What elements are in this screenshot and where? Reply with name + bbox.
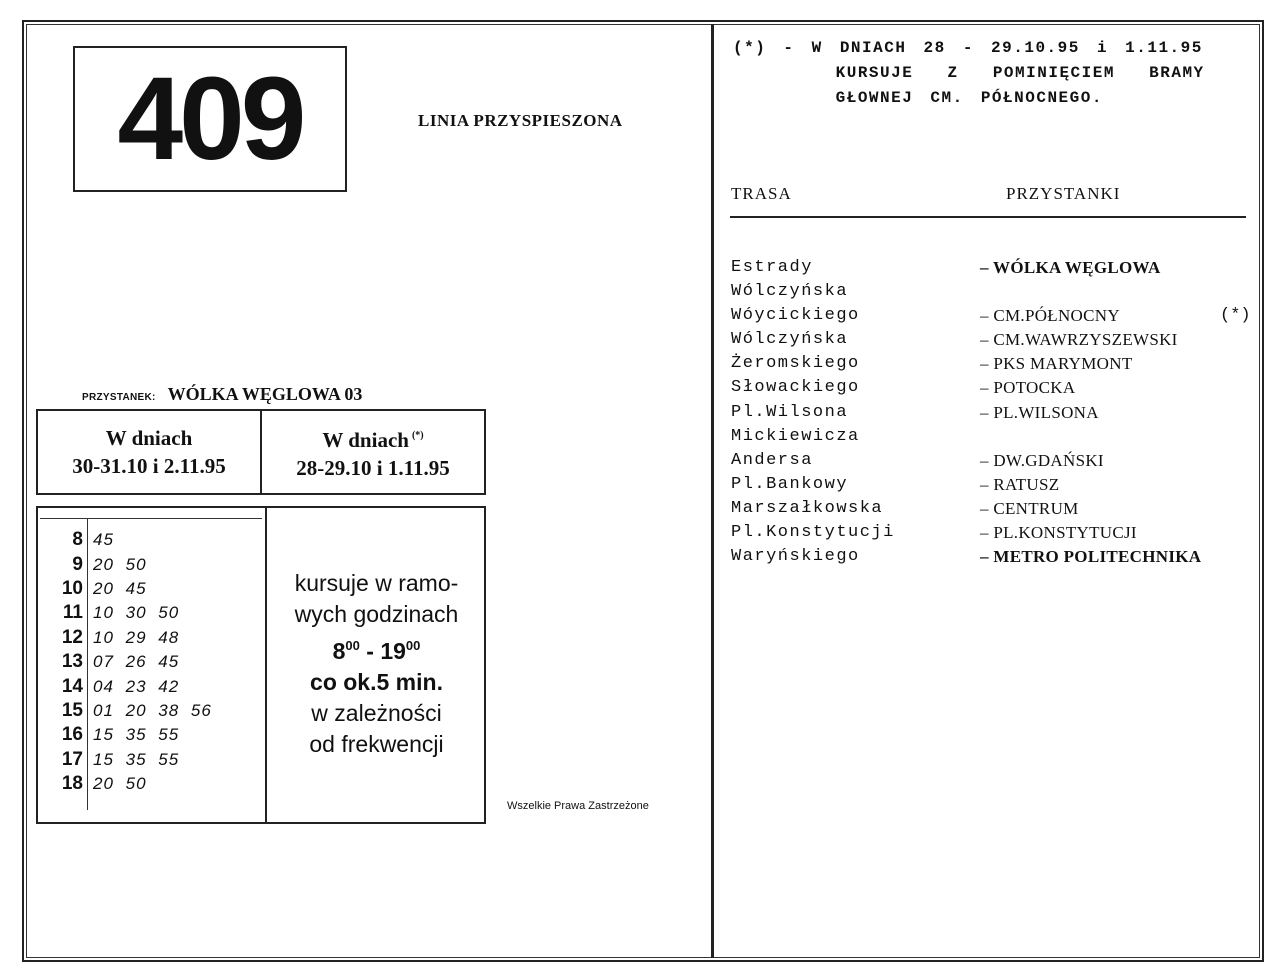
hours-to-sup: 00 [405,638,421,653]
timetable-row [38,650,263,674]
route-stop: – DW.GDAŃSKI [980,450,1104,470]
route-stop: – CENTRUM [980,498,1079,518]
center-divider [711,24,714,958]
route-street: Waryńskiego [731,547,860,567]
header-special-title-wrap [322,422,423,454]
departure-hour: 15 [61,699,83,721]
route-street: Andersa [731,450,813,470]
departure-minutes: 20 50 [93,774,147,794]
route-street: Żeromskiego [731,354,860,374]
departure-minutes: 20 50 [93,554,147,574]
route-column-header: TRASA [731,184,792,203]
route-footnote-mark: (*) [1220,306,1251,326]
timetable-row [38,577,263,601]
route-street: Wólczyńska [731,330,849,350]
line-type: LINIA PRZYSPIESZONA [418,111,623,130]
departure-list [38,528,263,796]
stop-label: PRZYSTANEK: [82,392,156,403]
route-row [730,523,1260,547]
route-row [730,306,1260,330]
timetable-box [36,506,486,824]
route-street: Pl.Wilsona [731,402,849,422]
note-line-4: co ok.5 min. [310,669,443,695]
departure-hour: 17 [61,748,83,770]
note-line-2: wych godzinach [294,601,459,627]
departure-minutes: 07 26 45 [93,652,180,672]
route-row [730,378,1260,402]
footnote-line-2: KURSUJE Z POMINIĘCIEM BRAMY [733,64,1205,82]
route-stop: – WÓLKA WĘGLOWA [980,258,1161,277]
departure-hour: 8 [72,529,83,551]
note-hours [267,630,486,667]
timetable-row [38,772,263,796]
note-line-6: od frekwencji [309,731,444,757]
footnote-line-3: GŁOWNEJ CM. PÓŁNOCNEGO. [733,89,1103,107]
header-regular-days [38,411,260,493]
hours-from-sup: 00 [345,638,360,653]
route-row [730,330,1260,354]
timetable-row [38,552,263,576]
line-number-box [73,46,347,192]
departure-minutes: 20 45 [93,578,147,598]
header-special-days [260,411,484,493]
departure-minutes: 10 29 48 [93,627,180,647]
frequency-note [267,568,486,760]
departure-hour: 18 [61,773,83,795]
route-stop: – CM.WAWRZYSZEWSKI [980,330,1178,350]
route-stop: – CM.PÓŁNOCNY [980,306,1120,326]
route-stop: – PL.KONSTYTUCJI [980,523,1137,543]
hours-to: 19 [380,638,406,664]
departure-minutes: 15 35 55 [93,749,180,769]
header-regular-title: W dniach [105,426,193,450]
timetable-row [38,748,263,772]
line-number: 409 [117,53,303,185]
route-street: Wólczyńska [731,282,849,302]
route-list [730,258,1260,571]
footnote-block [733,36,1205,111]
route-stop: – METRO POLITECHNIKA [980,547,1202,567]
schedule-header [36,409,486,495]
departure-minutes: 15 35 55 [93,725,180,745]
timetable-row [38,723,263,747]
route-row [730,403,1260,427]
departure-hour: 16 [61,724,83,746]
footnote-mark: (*) [411,430,424,441]
route-stop: – PL.WILSONA [980,402,1099,422]
departure-hour: 11 [62,602,83,624]
route-street: Estrady [731,258,813,277]
route-street: Słowackiego [731,378,860,398]
departure-minutes: 45 [93,530,114,550]
departure-minutes: 10 30 50 [93,603,180,623]
route-row [730,354,1260,378]
route-street: Pl.Bankowy [731,474,849,494]
stop-heading [82,384,362,405]
note-line-5: w zależności [311,700,442,726]
header-regular-dates: 30-31.10 i 2.11.95 [72,454,226,478]
route-street: Mickiewicza [731,426,860,446]
stops-column-header: PRZYSTANKI [1006,184,1121,203]
header-special-title: W dniach [322,428,409,452]
timetable-top-rule [40,518,262,519]
route-row [730,499,1260,523]
departure-hour: 12 [61,626,83,648]
timetable-row [38,626,263,650]
route-street: Marszałkowska [731,498,884,518]
route-row [730,282,1260,306]
route-street: Wóycickiego [731,306,860,326]
route-row [730,451,1260,475]
header-rule [730,216,1246,218]
route-row [730,427,1260,451]
departure-hour: 10 [61,577,83,599]
timetable-row [38,601,263,625]
route-stop: – RATUSZ [980,474,1060,494]
route-row [730,547,1260,571]
departure-minutes: 01 20 38 56 [93,700,212,720]
hours-from: 8 [332,638,346,664]
copyright-notice: Wszelkie Prawa Zastrzeżone [507,800,649,812]
departure-hour: 14 [61,675,83,697]
stop-name: WÓLKA WĘGLOWA 03 [167,384,363,404]
departure-hour: 9 [72,553,83,575]
timetable-row [38,528,263,552]
footnote-line-1: (*) - W DNIACH 28 - 29.10.95 i 1.11.95 [733,39,1203,57]
hours-sep: - [359,638,381,664]
route-street: Pl.Konstytucji [731,523,895,543]
departure-hour: 13 [61,651,83,673]
note-line-1: kursuje w ramo- [294,570,459,596]
timetable-row [38,674,263,698]
route-stop: – PKS MARYMONT [980,354,1133,374]
route-row [730,258,1260,282]
route-row [730,475,1260,499]
route-stop: – POTOCKA [980,378,1076,398]
timetable-row [38,699,263,723]
header-special-dates: 28-29.10 i 1.11.95 [296,456,450,480]
departure-minutes: 04 23 42 [93,676,180,696]
